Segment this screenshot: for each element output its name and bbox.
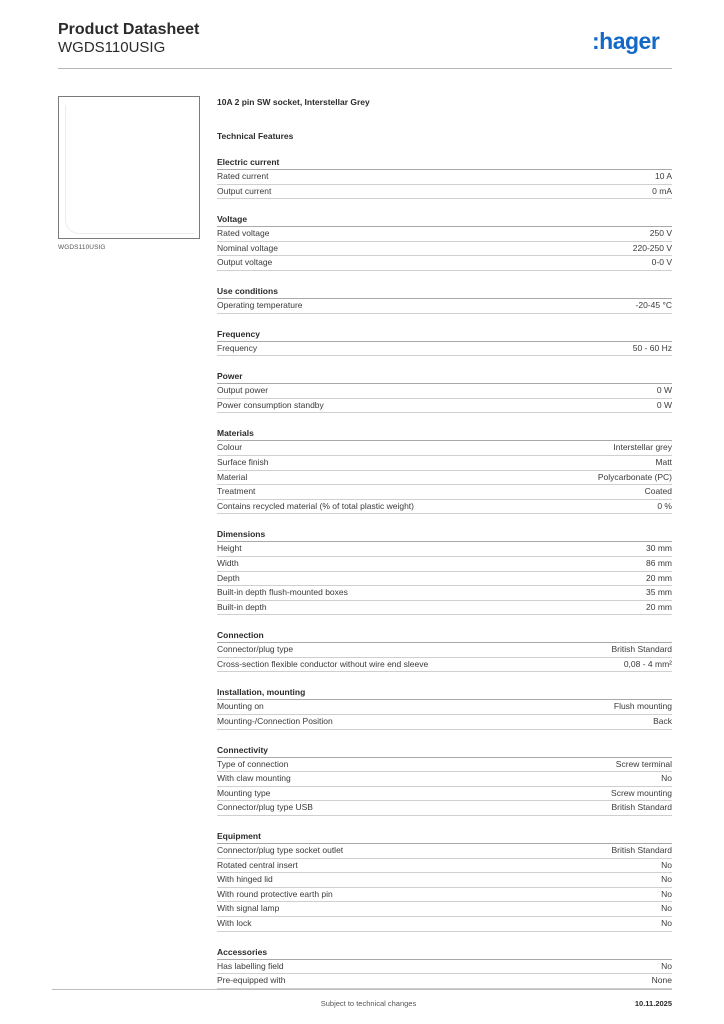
feature-value: 0-0 V — [651, 257, 672, 268]
feature-label: Surface finish — [217, 456, 269, 467]
feature-label: Mounting type — [217, 787, 271, 798]
feature-label: Output power — [217, 385, 269, 396]
feature-value: 30 mm — [646, 543, 672, 554]
feature-row — [217, 456, 672, 471]
feature-label: Nominal voltage — [217, 242, 278, 253]
feature-label: With hinged lid — [217, 874, 273, 885]
feature-row — [217, 758, 672, 773]
feature-value: No — [661, 903, 672, 914]
feature-label: Depth — [217, 572, 240, 583]
feature-value: -20-45 °C — [635, 299, 672, 310]
product-image-caption: WGDS110USIG — [58, 244, 106, 251]
feature-value: Matt — [655, 456, 672, 467]
feature-value: British Standard — [611, 644, 672, 655]
feature-value: 0 W — [656, 385, 672, 396]
feature-row — [217, 715, 672, 730]
feature-value: 220-250 V — [632, 242, 672, 253]
header-divider — [58, 68, 672, 69]
feature-value: Interstellar grey — [613, 442, 672, 453]
feature-label: Frequency — [217, 342, 258, 353]
product-image-outline — [65, 105, 194, 234]
feature-label: Cross-section flexible conductor without wire end sleeve — [217, 658, 429, 669]
feature-row — [217, 586, 672, 601]
feature-row — [217, 500, 672, 515]
technical-features-section — [217, 96, 672, 989]
feature-value: 20 mm — [646, 572, 672, 583]
feature-row — [217, 787, 672, 802]
feature-value: None — [651, 975, 672, 986]
feature-label: With signal lamp — [217, 903, 280, 914]
group-title: Materials — [217, 427, 672, 441]
group-title: Equipment — [217, 830, 672, 844]
feature-group — [217, 285, 672, 314]
feature-value: 10 A — [654, 171, 672, 181]
feature-group — [217, 213, 672, 271]
feature-group — [217, 156, 672, 199]
feature-row — [217, 658, 672, 673]
product-name: 10A 2 pin SW socket, Interstellar Grey — [217, 97, 370, 107]
group-title: Electric current — [217, 156, 672, 170]
feature-value: Screw terminal — [615, 758, 672, 769]
feature-value: British Standard — [611, 845, 672, 856]
feature-label: Connector/plug type socket outlet — [217, 845, 344, 856]
group-title: Voltage — [217, 213, 672, 227]
feature-label: Material — [217, 471, 248, 482]
feature-row — [217, 960, 672, 975]
feature-row — [217, 888, 672, 903]
feature-row — [217, 572, 672, 587]
feature-value: 86 mm — [646, 557, 672, 568]
hager-logo: :hager — [592, 28, 660, 54]
feature-row — [217, 399, 672, 414]
feature-label: Operating temperature — [217, 299, 303, 310]
feature-row — [217, 299, 672, 314]
feature-row — [217, 384, 672, 399]
product-image — [58, 96, 200, 239]
feature-label: Colour — [217, 442, 243, 453]
feature-label: Connector/plug type USB — [217, 802, 313, 813]
feature-row — [217, 441, 672, 456]
feature-row — [217, 859, 672, 874]
feature-group — [217, 946, 672, 989]
feature-value: No — [661, 918, 672, 928]
feature-row — [217, 342, 672, 357]
feature-label: Connector/plug type — [217, 644, 294, 655]
feature-row — [217, 601, 672, 616]
footer-note: Subject to technical changes — [320, 999, 417, 1008]
feature-label: Type of connection — [217, 758, 289, 769]
feature-row — [217, 700, 672, 715]
feature-value: 250 V — [649, 228, 672, 239]
feature-label: Output current — [217, 185, 272, 196]
feature-row — [217, 873, 672, 888]
feature-value: 0 mA — [652, 185, 672, 196]
feature-label: Mounting on — [217, 701, 264, 712]
feature-group — [217, 370, 672, 413]
feature-groups — [217, 156, 672, 989]
feature-label: With round protective earth pin — [217, 888, 333, 899]
feature-row — [217, 485, 672, 500]
feature-value: Flush mounting — [613, 701, 672, 712]
feature-value: British Standard — [611, 802, 672, 813]
feature-group — [217, 744, 672, 816]
feature-group — [217, 528, 672, 615]
feature-row — [217, 227, 672, 242]
feature-label: Width — [217, 557, 239, 568]
group-title: Frequency — [217, 328, 672, 342]
feature-group — [217, 427, 672, 514]
product-reference: WGDS110USIG — [58, 39, 166, 56]
feature-group — [217, 328, 672, 357]
feature-row — [217, 917, 672, 932]
feature-row — [217, 242, 672, 257]
feature-value: Coated — [644, 486, 672, 497]
feature-row — [217, 471, 672, 486]
feature-row — [217, 844, 672, 859]
feature-label: Power consumption standby — [217, 399, 324, 410]
feature-value: 0 W — [656, 399, 672, 410]
feature-label: Rotated central insert — [217, 859, 298, 870]
group-title: Accessories — [217, 946, 672, 960]
group-title: Installation, mounting — [217, 686, 672, 700]
feature-value: Polycarbonate (PC) — [597, 471, 672, 482]
feature-group — [217, 629, 672, 672]
group-title: Dimensions — [217, 528, 672, 542]
group-title: Connection — [217, 629, 672, 643]
page-title: Product Datasheet — [58, 21, 200, 38]
feature-label: Mounting-/Connection Position — [217, 716, 333, 727]
feature-row — [217, 557, 672, 572]
feature-label: Treatment — [217, 486, 256, 497]
feature-row — [217, 643, 672, 658]
feature-label: Built-in depth — [217, 601, 267, 612]
feature-value: Screw mounting — [611, 787, 672, 798]
feature-group — [217, 830, 672, 932]
footer-divider — [52, 989, 672, 990]
group-title: Power — [217, 370, 672, 384]
feature-value: No — [661, 960, 672, 971]
feature-value: Back — [653, 716, 672, 727]
feature-value: No — [661, 773, 672, 784]
feature-value: 35 mm — [646, 587, 672, 598]
feature-value: No — [661, 874, 672, 885]
feature-label: Height — [217, 543, 242, 554]
feature-row — [217, 902, 672, 917]
feature-label: Has labelling field — [217, 960, 284, 971]
feature-value: 0,08 - 4 mm² — [623, 658, 672, 669]
feature-label: Built-in depth flush-mounted boxes — [217, 587, 348, 598]
feature-label: Rated voltage — [217, 228, 270, 239]
feature-label: With claw mounting — [217, 773, 291, 784]
feature-row — [217, 170, 672, 185]
feature-group — [217, 686, 672, 729]
feature-row — [217, 801, 672, 816]
feature-label: With lock — [217, 918, 252, 928]
feature-label: Contains recycled material (% of total plastic weight) — [217, 500, 414, 511]
feature-row — [217, 772, 672, 787]
feature-label: Pre-equipped with — [217, 975, 286, 986]
group-title: Connectivity — [217, 744, 672, 758]
feature-row — [217, 256, 672, 271]
feature-value: No — [661, 859, 672, 870]
feature-row — [217, 185, 672, 200]
feature-label: Output voltage — [217, 257, 273, 268]
feature-label: Rated current — [217, 171, 269, 181]
group-title: Use conditions — [217, 285, 672, 299]
section-title: Technical Features — [217, 131, 294, 141]
feature-row — [217, 974, 672, 989]
feature-value: 50 - 60 Hz — [632, 342, 672, 353]
feature-value: 20 mm — [646, 601, 672, 612]
feature-row — [217, 542, 672, 557]
feature-value: No — [661, 888, 672, 899]
feature-value: 0 % — [657, 500, 672, 511]
footer-date: 10.11.2025 — [634, 999, 672, 1008]
